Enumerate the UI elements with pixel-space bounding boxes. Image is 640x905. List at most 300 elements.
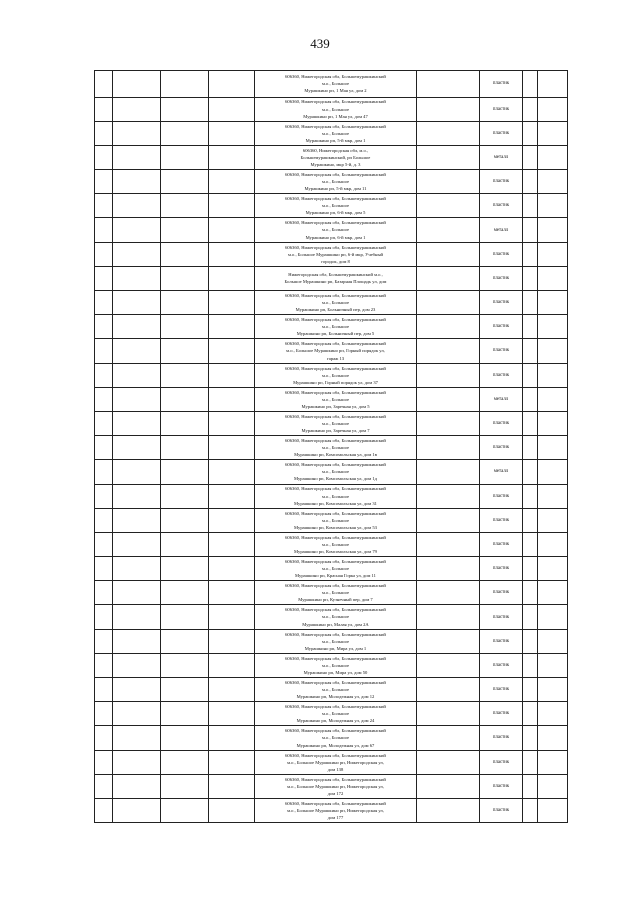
table-row: [95, 194, 568, 218]
address-cell: [255, 653, 417, 677]
material-cell: пластик: [480, 363, 523, 387]
empty-cell: [113, 508, 161, 532]
table-row: [95, 291, 568, 315]
address-line: м.о., Большое: [322, 566, 349, 572]
empty-cell: [161, 653, 209, 677]
empty-cell: [95, 363, 113, 387]
address-line: м.о., Большое Мурашкино рп, Нижегородская ул,: [287, 807, 384, 813]
table-row: [95, 702, 568, 726]
address-line: м.о., Большое: [322, 324, 349, 330]
table-row: [95, 532, 568, 556]
empty-cell: [538, 774, 568, 798]
empty-cell: [161, 97, 209, 121]
address-line: 606360, Нижегородская обл, Большемурашкинский: [285, 534, 386, 540]
material-cell: пластик: [480, 557, 523, 581]
empty-cell: [209, 411, 255, 435]
empty-cell: [417, 242, 480, 266]
table-row: [95, 653, 568, 677]
empty-cell: [523, 291, 538, 315]
empty-cell: [417, 581, 480, 605]
table-row: [95, 218, 568, 242]
material-cell: пластик: [480, 339, 523, 363]
address-line: Мурашкино рп, Заречная ул, дом 5: [301, 403, 370, 409]
empty-cell: [113, 387, 161, 411]
empty-cell: [417, 266, 480, 290]
address-cell: [255, 315, 417, 339]
empty-cell: [523, 508, 538, 532]
empty-cell: [538, 678, 568, 702]
address-line: 606360, Нижегородская обл, Большемурашкинский: [285, 389, 386, 395]
empty-cell: [209, 145, 255, 169]
address-line: 606360, Нижегородская обл, Большемурашкинский: [285, 341, 386, 347]
empty-cell: [209, 532, 255, 556]
empty-cell: [161, 460, 209, 484]
table-row: [95, 629, 568, 653]
empty-cell: [209, 653, 255, 677]
empty-cell: [523, 218, 538, 242]
empty-cell: [113, 726, 161, 750]
empty-cell: [538, 315, 568, 339]
empty-cell: [113, 653, 161, 677]
empty-cell: [95, 653, 113, 677]
address-line: 606360, Нижегородская обл, Большемурашкинский: [285, 365, 386, 371]
address-cell: [255, 387, 417, 411]
empty-cell: [417, 218, 480, 242]
empty-cell: [161, 702, 209, 726]
address-line: 606360, Нижегородская обл, Большемурашкинский: [285, 583, 386, 589]
address-line: м.о., Большое: [322, 372, 349, 378]
empty-cell: [538, 266, 568, 290]
material-cell: пластик: [480, 702, 523, 726]
address-line: Мурашкино рп, 6-й мкр, дом 1: [305, 234, 366, 240]
address-line: 606360, Нижегородская обл, Большемурашкинский: [285, 99, 386, 105]
empty-cell: [523, 532, 538, 556]
table-row: [95, 798, 568, 822]
address-line: м.о., Большое: [322, 493, 349, 499]
address-line: м.о., Большое: [322, 420, 349, 426]
empty-cell: [161, 291, 209, 315]
empty-cell: [161, 170, 209, 194]
empty-cell: [538, 581, 568, 605]
empty-cell: [161, 774, 209, 798]
empty-cell: [113, 532, 161, 556]
empty-cell: [417, 339, 480, 363]
empty-cell: [209, 363, 255, 387]
material-cell: металл: [480, 387, 523, 411]
empty-cell: [113, 266, 161, 290]
address-line: Мурашкино рп, Кузнечный пер, дом 7: [298, 597, 373, 603]
address-line: 606360, Нижегородская обл, Большемурашкинский: [285, 655, 386, 661]
empty-cell: [417, 315, 480, 339]
empty-cell: [161, 266, 209, 290]
empty-cell: [95, 145, 113, 169]
empty-cell: [95, 750, 113, 774]
address-line: Мурашкино рп, 1 Мая ул, дом 2: [304, 88, 367, 94]
table-row: [95, 145, 568, 169]
table-row: [95, 71, 568, 98]
address-cell: [255, 218, 417, 242]
empty-cell: [417, 605, 480, 629]
address-line: м.о., Большое Мурашкино рп, Горный порядок ул,: [286, 348, 385, 354]
empty-cell: [523, 242, 538, 266]
material-cell: пластик: [480, 581, 523, 605]
address-cell: [255, 339, 417, 363]
address-line: Мурашкино, мкр 5-й, д. 3: [310, 162, 361, 168]
address-line: 606360, Нижегородская обл, м.о.,: [302, 147, 369, 153]
empty-cell: [113, 363, 161, 387]
address-line: Большое Мурашкино рп, Базарная Площадь ул, дом: [284, 279, 387, 285]
material-cell: пластик: [480, 97, 523, 121]
address-cell: [255, 798, 417, 822]
empty-cell: [538, 363, 568, 387]
empty-cell: [95, 411, 113, 435]
material-cell: пластик: [480, 121, 523, 145]
material-cell: пластик: [480, 411, 523, 435]
empty-cell: [417, 557, 480, 581]
address-line: городок, дом 8: [321, 258, 350, 264]
empty-cell: [113, 145, 161, 169]
empty-cell: [113, 436, 161, 460]
empty-cell: [209, 121, 255, 145]
empty-cell: [161, 629, 209, 653]
address-line: м.о., Большое: [322, 227, 349, 233]
table-row: [95, 266, 568, 290]
material-cell: пластик: [480, 605, 523, 629]
address-line: Мурашкино рп, Комсомольская ул, дом 31: [294, 500, 377, 506]
empty-cell: [538, 411, 568, 435]
address-line: 606360, Нижегородская обл, Большемурашкинский: [285, 317, 386, 323]
empty-cell: [209, 629, 255, 653]
empty-cell: [417, 460, 480, 484]
material-cell: пластик: [480, 653, 523, 677]
empty-cell: [95, 97, 113, 121]
empty-cell: [538, 339, 568, 363]
empty-cell: [209, 291, 255, 315]
empty-cell: [538, 726, 568, 750]
empty-cell: [538, 436, 568, 460]
empty-cell: [161, 218, 209, 242]
empty-cell: [209, 71, 255, 98]
address-line: 606360, Нижегородская обл, Большемурашкинский: [285, 679, 386, 685]
address-line: Мурашкино рп, Мира ул, дом 50: [303, 669, 368, 675]
empty-cell: [523, 71, 538, 98]
address-line: м.о., Большое: [322, 469, 349, 475]
address-line: 606360, Нижегородская обл, Большемурашкинский: [285, 220, 386, 226]
empty-cell: [417, 508, 480, 532]
address-line: м.о., Большое: [322, 711, 349, 717]
registry-table: [94, 70, 568, 823]
empty-cell: [113, 557, 161, 581]
address-line: м.о., Большое Мурашкино рп, Нижегородская ул,: [287, 759, 384, 765]
empty-cell: [523, 339, 538, 363]
material-cell: пластик: [480, 315, 523, 339]
address-cell: [255, 629, 417, 653]
empty-cell: [113, 678, 161, 702]
empty-cell: [523, 750, 538, 774]
address-line: Мурашкино рп, 1 Мая ул, дом 47: [303, 113, 368, 119]
address-line: м.о., Большое Мурашкино рп, Нижегородская ул,: [287, 783, 384, 789]
empty-cell: [523, 798, 538, 822]
empty-cell: [209, 750, 255, 774]
empty-cell: [95, 678, 113, 702]
table-row: [95, 315, 568, 339]
address-line: м.о., Большое: [322, 445, 349, 451]
empty-cell: [161, 71, 209, 98]
empty-cell: [417, 363, 480, 387]
address-cell: [255, 678, 417, 702]
address-line: Мурашкино рп, 5-й мкр, дом 1: [305, 137, 366, 143]
empty-cell: [95, 726, 113, 750]
address-line: 606360, Нижегородская обл, Большемурашкинский: [285, 74, 386, 80]
empty-cell: [95, 194, 113, 218]
table-row: [95, 484, 568, 508]
address-cell: [255, 702, 417, 726]
address-line: 606360, Нижегородская обл, Большемурашкинский: [285, 510, 386, 516]
address-line: Мурашкино рп, Комсомольская ул, дом 79: [294, 549, 377, 555]
empty-cell: [113, 605, 161, 629]
empty-cell: [113, 411, 161, 435]
empty-cell: [209, 97, 255, 121]
address-cell: [255, 71, 417, 98]
empty-cell: [161, 339, 209, 363]
empty-cell: [538, 798, 568, 822]
material-cell: металл: [480, 145, 523, 169]
empty-cell: [113, 460, 161, 484]
address-line: м.о., Большое: [322, 662, 349, 668]
empty-cell: [113, 798, 161, 822]
address-line: Мурашкино рп, 6-й мкр, дом 5: [305, 210, 366, 216]
empty-cell: [209, 266, 255, 290]
empty-cell: [417, 750, 480, 774]
empty-cell: [161, 726, 209, 750]
address-line: 606360, Нижегородская обл, Большемурашкинский: [285, 172, 386, 178]
empty-cell: [417, 774, 480, 798]
empty-cell: [113, 97, 161, 121]
empty-cell: [209, 242, 255, 266]
address-cell: [255, 145, 417, 169]
empty-cell: [538, 71, 568, 98]
table-row: [95, 726, 568, 750]
empty-cell: [209, 605, 255, 629]
address-cell: [255, 750, 417, 774]
address-line: дом 138: [327, 766, 344, 772]
empty-cell: [209, 460, 255, 484]
empty-cell: [113, 484, 161, 508]
empty-cell: [523, 194, 538, 218]
empty-cell: [113, 218, 161, 242]
address-cell: [255, 557, 417, 581]
address-cell: [255, 774, 417, 798]
empty-cell: [209, 798, 255, 822]
table-row: [95, 121, 568, 145]
empty-cell: [95, 339, 113, 363]
empty-cell: [417, 726, 480, 750]
material-cell: пластик: [480, 266, 523, 290]
empty-cell: [523, 702, 538, 726]
empty-cell: [95, 605, 113, 629]
address-line: 606360, Нижегородская обл, Большемурашкинский: [285, 704, 386, 710]
empty-cell: [113, 121, 161, 145]
empty-cell: [209, 194, 255, 218]
table-row: [95, 339, 568, 363]
table-row: [95, 436, 568, 460]
empty-cell: [523, 460, 538, 484]
address-line: 606360, Нижегородская обл, Большемурашкинский: [285, 292, 386, 298]
address-line: м.о., Большое: [322, 687, 349, 693]
table-row: [95, 557, 568, 581]
table-row: [95, 750, 568, 774]
material-cell: пластик: [480, 726, 523, 750]
empty-cell: [523, 363, 538, 387]
address-cell: [255, 121, 417, 145]
empty-cell: [538, 121, 568, 145]
address-line: Мурашкино рп, Горный порядок ул, дом 37: [293, 379, 378, 385]
empty-cell: [538, 218, 568, 242]
table-row: [95, 581, 568, 605]
table-row: [95, 411, 568, 435]
empty-cell: [417, 702, 480, 726]
empty-cell: [523, 121, 538, 145]
empty-cell: [113, 194, 161, 218]
empty-cell: [113, 581, 161, 605]
address-line: дом 177: [327, 815, 344, 821]
material-cell: пластик: [480, 532, 523, 556]
material-cell: пластик: [480, 678, 523, 702]
empty-cell: [523, 170, 538, 194]
table-row: [95, 170, 568, 194]
empty-cell: [113, 71, 161, 98]
empty-cell: [113, 242, 161, 266]
empty-cell: [209, 315, 255, 339]
empty-cell: [95, 484, 113, 508]
empty-cell: [523, 678, 538, 702]
address-line: Мурашкино рп, Комсомольская ул, дом 1в: [294, 452, 377, 458]
address-line: м.о., Большое: [322, 81, 349, 87]
empty-cell: [417, 532, 480, 556]
empty-cell: [95, 291, 113, 315]
address-line: м.о., Большое: [322, 614, 349, 620]
empty-cell: [95, 798, 113, 822]
empty-cell: [538, 291, 568, 315]
material-cell: пластик: [480, 484, 523, 508]
empty-cell: [95, 266, 113, 290]
empty-cell: [417, 97, 480, 121]
empty-cell: [417, 653, 480, 677]
address-cell: [255, 460, 417, 484]
page-number: 439: [310, 36, 330, 51]
address-line: м.о., Большое: [322, 638, 349, 644]
empty-cell: [161, 581, 209, 605]
address-cell: [255, 97, 417, 121]
empty-cell: [538, 484, 568, 508]
empty-cell: [161, 145, 209, 169]
empty-cell: [523, 605, 538, 629]
material-cell: пластик: [480, 71, 523, 98]
empty-cell: [417, 436, 480, 460]
address-line: м.о., Большое Мурашкино рп, 6-й мкр, Учебный: [287, 251, 384, 257]
empty-cell: [417, 145, 480, 169]
empty-cell: [95, 315, 113, 339]
empty-cell: [538, 170, 568, 194]
empty-cell: [113, 774, 161, 798]
empty-cell: [161, 798, 209, 822]
empty-cell: [523, 581, 538, 605]
address-line: 606360, Нижегородская обл, Большемурашкинский: [285, 462, 386, 468]
empty-cell: [113, 339, 161, 363]
empty-cell: [209, 436, 255, 460]
address-line: 606360, Нижегородская обл, Большемурашкинский: [285, 438, 386, 444]
address-line: Мурашкино рп, Мира ул, дом 1: [304, 645, 367, 651]
address-line: м.о., Большое: [322, 396, 349, 402]
empty-cell: [538, 532, 568, 556]
empty-cell: [538, 508, 568, 532]
empty-cell: [95, 387, 113, 411]
empty-cell: [417, 194, 480, 218]
empty-cell: [417, 291, 480, 315]
empty-cell: [538, 194, 568, 218]
address-cell: [255, 194, 417, 218]
material-cell: пластик: [480, 750, 523, 774]
address-line: м.о., Большое: [322, 541, 349, 547]
empty-cell: [95, 170, 113, 194]
empty-cell: [523, 653, 538, 677]
address-line: 606360, Нижегородская обл, Большемурашкинский: [285, 559, 386, 565]
empty-cell: [538, 242, 568, 266]
empty-cell: [95, 581, 113, 605]
empty-cell: [113, 750, 161, 774]
address-line: Мурашкино рп, Больничный пер, дом 5: [296, 331, 375, 337]
empty-cell: [417, 484, 480, 508]
address-line: м.о., Большое: [322, 300, 349, 306]
empty-cell: [538, 460, 568, 484]
empty-cell: [417, 387, 480, 411]
empty-cell: [417, 678, 480, 702]
empty-cell: [161, 750, 209, 774]
address-line: м.о., Большое: [322, 517, 349, 523]
address-line: м.о., Большое: [322, 130, 349, 136]
table-row: [95, 774, 568, 798]
empty-cell: [417, 411, 480, 435]
address-line: м.о., Большое: [322, 179, 349, 185]
empty-cell: [161, 605, 209, 629]
material-cell: пластик: [480, 242, 523, 266]
empty-cell: [113, 629, 161, 653]
material-cell: пластик: [480, 436, 523, 460]
empty-cell: [523, 726, 538, 750]
material-cell: пластик: [480, 798, 523, 822]
address-line: гараж 13: [326, 355, 345, 361]
table-row: [95, 387, 568, 411]
material-cell: пластик: [480, 629, 523, 653]
address-line: Мурашкино рп, Комсомольская ул, дом 53: [294, 524, 377, 530]
empty-cell: [523, 97, 538, 121]
address-line: 606360, Нижегородская обл, Большемурашкинский: [285, 800, 386, 806]
empty-cell: [538, 702, 568, 726]
empty-cell: [209, 702, 255, 726]
empty-cell: [538, 605, 568, 629]
material-cell: пластик: [480, 194, 523, 218]
address-line: Мурашкино рп, Молодежная ул, дом 67: [296, 742, 375, 748]
empty-cell: [538, 145, 568, 169]
empty-cell: [538, 653, 568, 677]
address-cell: [255, 605, 417, 629]
address-cell: [255, 436, 417, 460]
material-cell: пластик: [480, 291, 523, 315]
empty-cell: [523, 484, 538, 508]
empty-cell: [417, 71, 480, 98]
table-row: [95, 605, 568, 629]
empty-cell: [209, 581, 255, 605]
